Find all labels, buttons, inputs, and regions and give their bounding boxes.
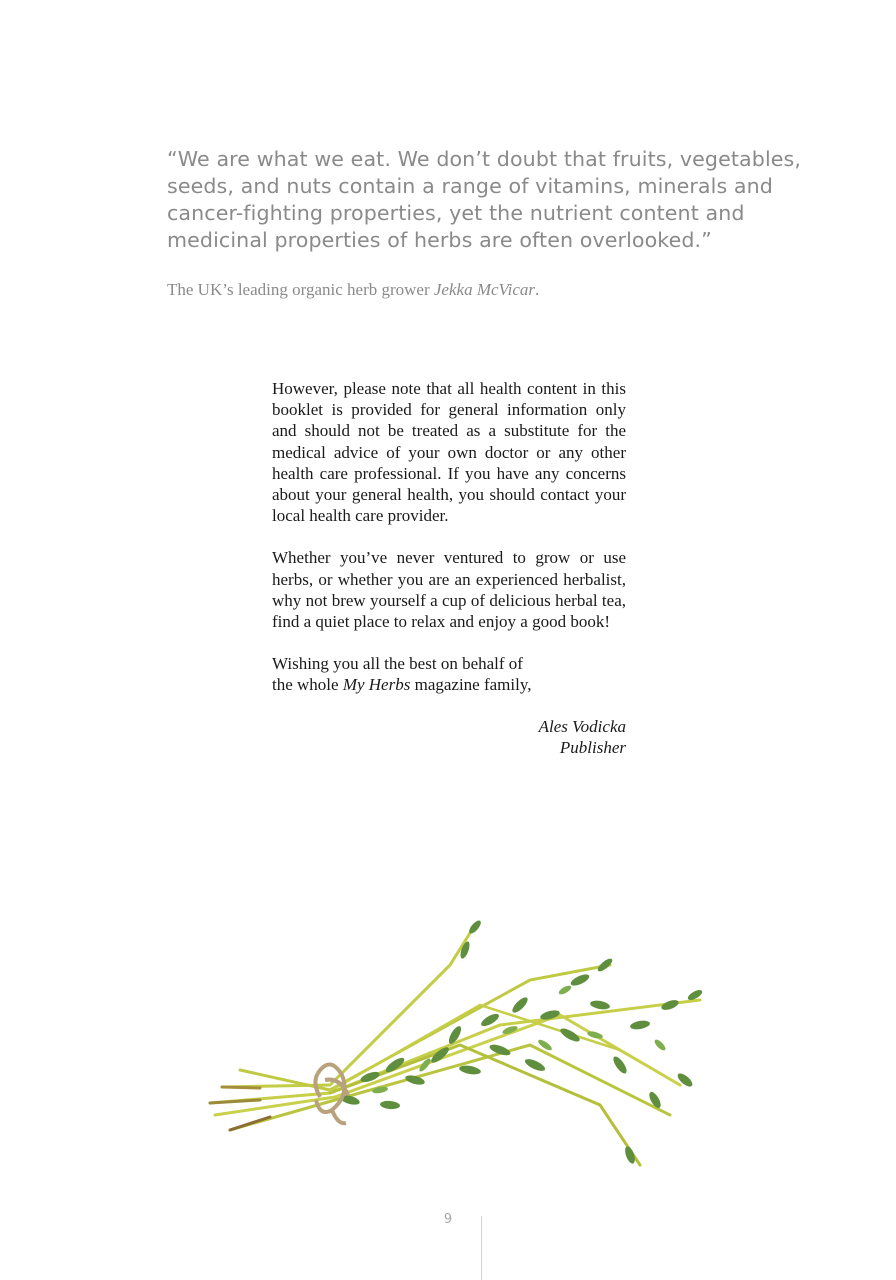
wishes-prefix: the whole <box>272 675 343 695</box>
footer-divider <box>481 1216 482 1280</box>
attribution-prefix: The UK’s leading organic herb grower <box>167 280 434 299</box>
attribution-name: Jekka McVicar <box>433 280 536 299</box>
paragraph-disclaimer: However, please note that all health content in this booklet is provided for general information only and should not be treated as a substitute for the medical advice of your own doctor or any other health care professional. If you have any concerns about your general health, you should contact your local health care provider. <box>272 379 626 526</box>
wishes-suffix: magazine family, <box>410 675 532 695</box>
signature <box>272 716 626 759</box>
paragraph-wishes <box>272 653 626 695</box>
quote-attribution <box>167 280 539 300</box>
body-text <box>272 378 626 759</box>
paragraph-invitation: Whether you’ve never ventured to grow or use herbs, or whether you are an experienced herbalist, why not brew yourself a cup of delicious herbal tea, find a quiet place to relax and enjoy a good book! <box>272 548 626 632</box>
signature-role: Publisher <box>559 738 626 758</box>
pull-quote: “We are what we eat. We don’t doubt that fruits, vegetables, seeds, and nuts contain a range of vitamins, minerals and cancer-fighting properties, yet the nutrient content and medicinal properties of herbs are often overlooked.” <box>167 147 802 252</box>
thyme-bundle-image <box>200 905 720 1195</box>
magazine-title: My Herbs <box>342 675 411 695</box>
attribution-suffix: . <box>535 280 540 299</box>
page-number: 9 <box>443 1212 453 1227</box>
signature-name: Ales Vodicka <box>538 716 626 736</box>
wishes-line-1: Wishing you all the best on behalf of <box>272 654 523 674</box>
